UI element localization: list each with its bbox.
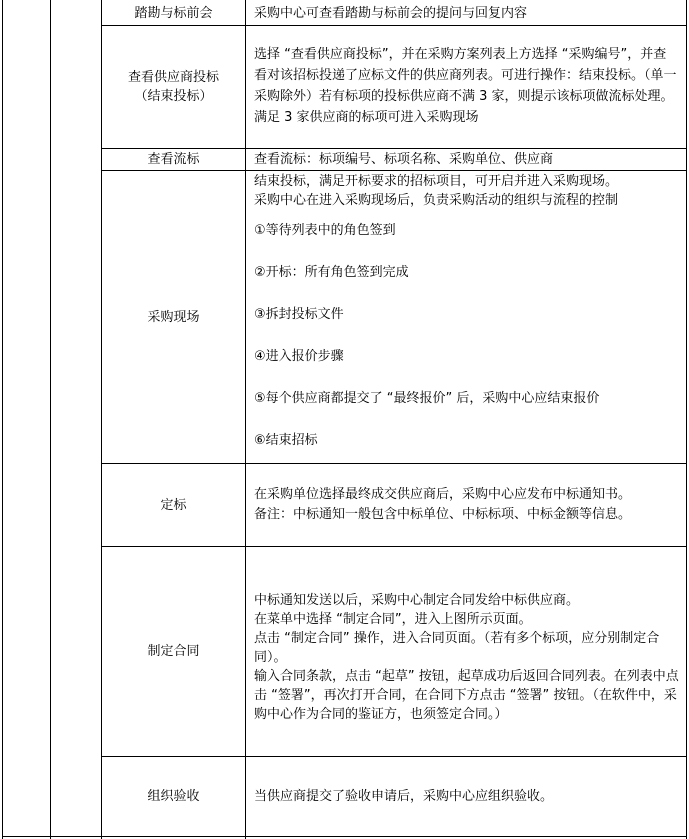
table-border-left [2, 0, 3, 839]
row-label-text: 组织验收 [147, 789, 200, 804]
row-content-acceptance [246, 787, 686, 809]
row-content-failed-bids [246, 150, 686, 170]
content-paragraph: 结束投标，满足开标要求的招标项目，可开启并进入采购现场。 [254, 174, 619, 189]
row-label-text: 采购现场 [147, 309, 200, 325]
row-label-subtext: （结束投标） [134, 89, 213, 104]
content-paragraph: 选择 “查看供应商投标”，并在采购方案列表上方选择 “采购编号”，并查看对该招标投递了应标文件的供应商列表。可进行操作：结束投标。（单一采购除外）若有标项的投标供应商不满 3 家，则提示该标项做流标处理。满足 3 家供应商的标项可进入采购现场 [254, 47, 677, 125]
row-label-view-bids [102, 26, 245, 148]
content-paragraph: 在菜单中选择 “制定合同”，进入上图所示页面。 [254, 612, 532, 627]
content-paragraph: 查看流标：标项编号、标项名称、采购单位、供应商 [254, 152, 554, 167]
row-label-award [102, 464, 245, 546]
step-item: ⑤每个供应商都提交了 “最终报价” 后，采购中心应结束报价 [254, 391, 600, 406]
row-label-acceptance [102, 757, 245, 836]
column-divider-1 [50, 0, 51, 839]
step-item: ①等待列表中的角色签到 [254, 223, 396, 238]
row-label-text: 查看供应商投标 [127, 70, 219, 85]
row-label-text: 制定合同 [147, 644, 200, 659]
content-paragraph: 采购中心可查看踏勘与标前会的提问与回复内容 [254, 6, 528, 21]
row-label-text: 踏勘与标前会 [134, 6, 213, 21]
row-content-procurement-site [246, 172, 686, 462]
step-item: ④进入报价步骤 [254, 349, 344, 364]
step-item: ②开标：所有角色签到完成 [254, 265, 409, 280]
table-border-right [686, 0, 687, 839]
row-content-view-bids [246, 44, 686, 144]
row-label-procurement-site [102, 171, 245, 463]
content-paragraph: 输入合同条款，点击 “起草” 按钮，起草成功后返回合同列表。在列表中点击 “签署”，再次打开合同，在合同下方点击 “签署” 按钮。（在软件中，采购中心作为合同的鉴证方，也须签定合同。） [254, 669, 679, 722]
row-content-award [246, 485, 686, 545]
row-label-contract [102, 547, 245, 756]
content-paragraph: 中标通知发送以后，采购中心制定合同发给中标供应商。 [254, 593, 580, 608]
row-label-text: 查看流标 [147, 152, 200, 167]
content-paragraph: 点击 “制定合同” 操作，进入合同页面。（若有多个标项，应分别制定合同）。 [254, 631, 660, 665]
row-label-failed-bids [102, 149, 245, 170]
table-border-bottom [2, 836, 687, 837]
row-content-contract [246, 591, 686, 751]
content-paragraph: 采购中心在进入采购现场后，负责采购活动的组织与流程的控制 [254, 193, 619, 208]
step-item: ③拆封投标文件 [254, 307, 344, 322]
content-paragraph: 在采购单位选择最终成交供应商后，采购中心应发布中标通知书。 [254, 487, 632, 502]
row-label-text: 定标 [160, 497, 187, 513]
row-label-site-survey [102, 2, 245, 25]
content-paragraph: 当供应商提交了验收申请后，采购中心应组织验收。 [254, 789, 554, 804]
row-content-site-survey [246, 4, 686, 25]
step-item: ⑥结束招标 [254, 433, 318, 448]
content-paragraph: 备注：中标通知一般包含中标单位、中标标项、中标金额等信息。 [254, 507, 632, 522]
